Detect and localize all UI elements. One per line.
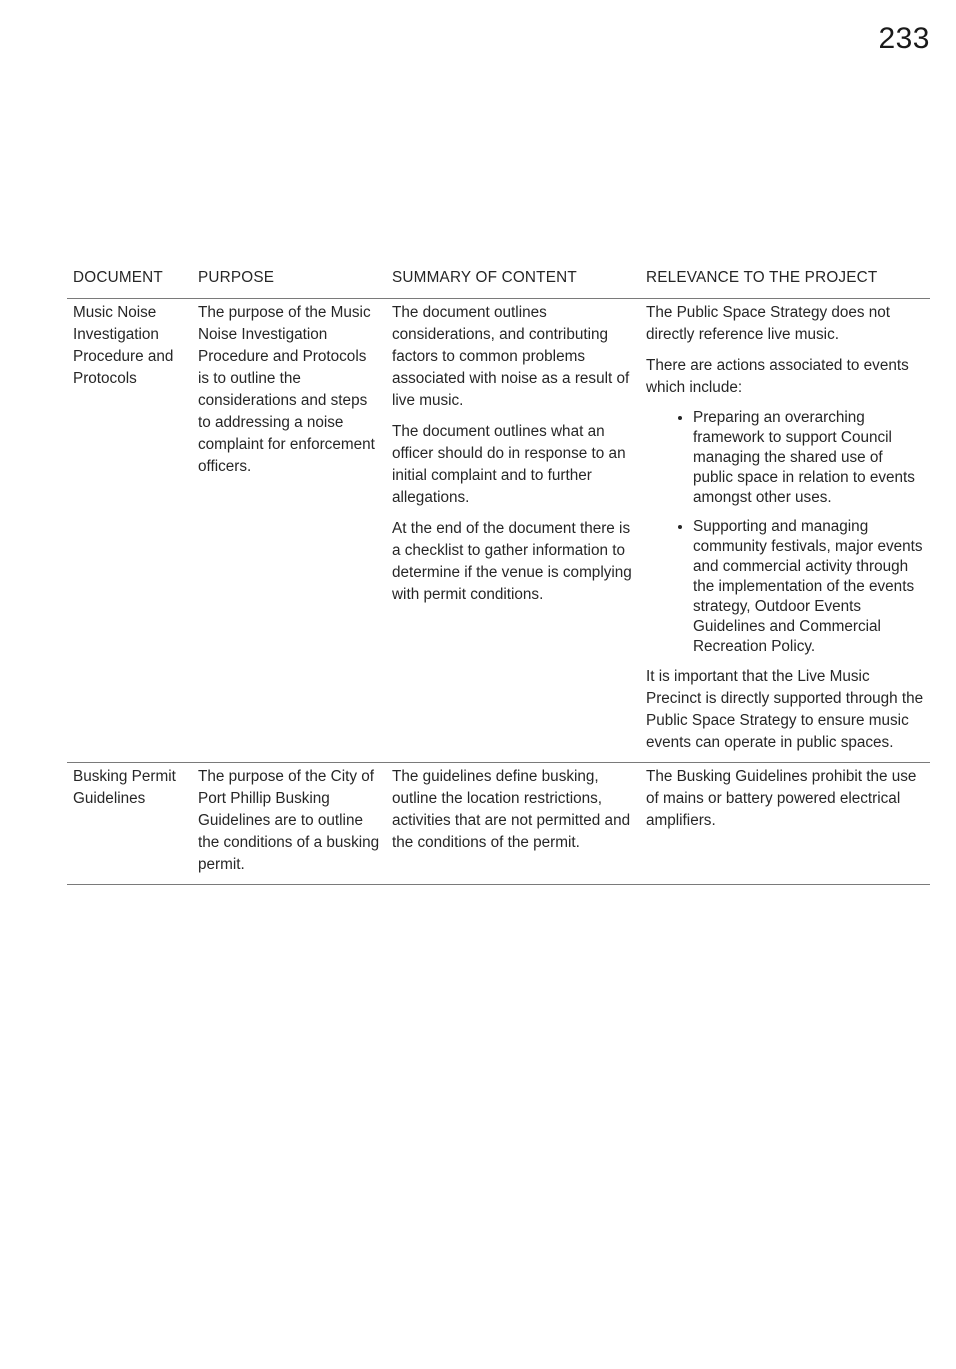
table-row	[67, 763, 930, 885]
cell-document: Busking Permit Guidelines	[67, 763, 192, 885]
summary-paragraph: The document outlines considerations, and contributing factors to common problems associated with noise as a result of live music.	[392, 304, 630, 409]
table-header-row	[67, 262, 930, 299]
table-row	[67, 299, 930, 763]
summary-paragraph: At the end of the document there is a checklist to gather information to determine if the venue is complying with permit conditions.	[392, 520, 632, 603]
relevance-bullet-list	[646, 408, 924, 657]
bullet-item: • Preparing an overarching framework to support Council managing the shared use of public space in relation to events amongst other uses.	[693, 408, 924, 508]
summary-paragraph: The guidelines define busking, outline the location restrictions, activities that are not permitted and the conditions of the permit.	[392, 768, 631, 851]
cell-relevance	[640, 763, 930, 885]
header-purpose: PURPOSE	[192, 262, 386, 299]
relevance-paragraph: It is important that the Live Music Precinct is directly supported through the Public Space Strategy to ensure music events can operate in public spaces.	[646, 668, 924, 751]
cell-relevance	[640, 299, 930, 763]
page-number: 233	[878, 22, 930, 55]
relevance-paragraph: The Busking Guidelines prohibit the use of mains or battery powered electrical amplifiers.	[646, 768, 917, 829]
header-relevance: RELEVANCE TO THE PROJECT	[640, 262, 930, 299]
header-document: DOCUMENT	[67, 262, 192, 299]
cell-purpose: The purpose of the Music Noise Investigation Procedure and Protocols is to outline the considerations and steps to addressing a noise complaint for enforcement officers.	[192, 299, 386, 763]
documents-table	[67, 262, 930, 885]
cell-summary	[386, 763, 640, 885]
cell-document: Music Noise Investigation Procedure and Protocols	[67, 299, 192, 763]
relevance-paragraph: There are actions associated to events which include:	[646, 357, 909, 396]
header-summary: SUMMARY OF CONTENT	[386, 262, 640, 299]
cell-purpose: The purpose of the City of Port Phillip Busking Guidelines are to outline the conditions of a busking permit.	[192, 763, 386, 885]
cell-summary	[386, 299, 640, 763]
bullet-item: • Supporting and managing community festivals, major events and commercial activity through the implementation of the events strategy, Outdoor Events Guidelines and Commercial Recreation Policy.	[693, 517, 924, 657]
summary-paragraph: The document outlines what an officer should do in response to an initial complaint and to further allegations.	[392, 423, 626, 506]
relevance-paragraph: The Public Space Strategy does not directly reference live music.	[646, 304, 891, 343]
